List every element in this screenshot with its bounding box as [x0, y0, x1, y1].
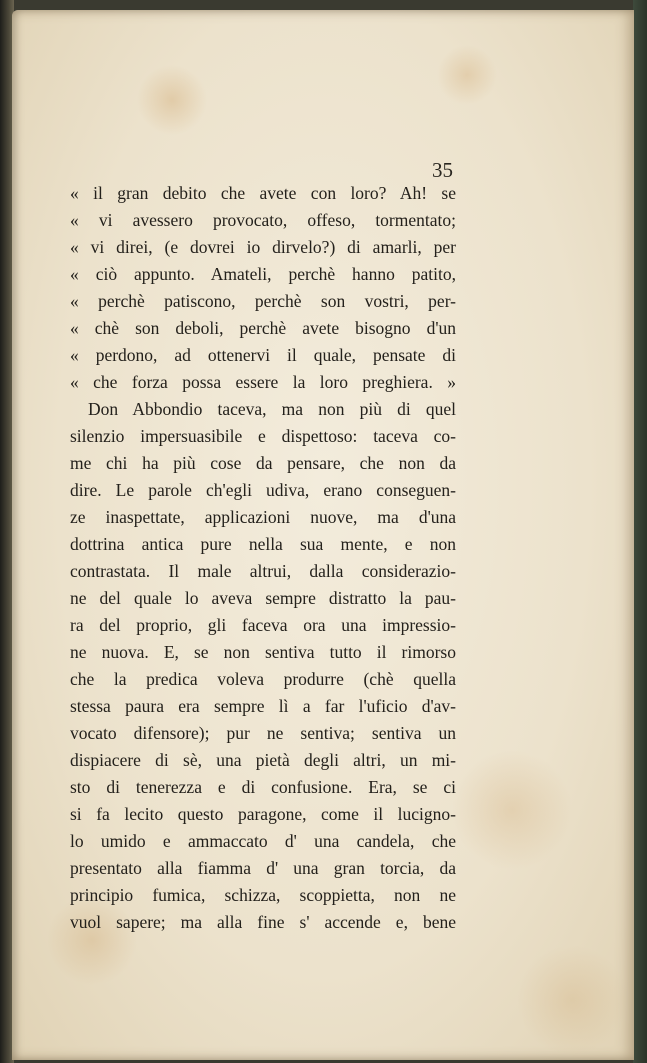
text-line: lo umido e ammaccato d' una candela, che: [70, 831, 456, 851]
text-line: dire. Le parole ch'egli udiva, erano conseguen-: [70, 480, 456, 500]
text-line: principio fumica, schizza, scoppietta, non ne: [70, 885, 456, 905]
text-line: dispiacere di sè, una pietà degli altri, un mi-: [70, 750, 456, 770]
text-line: dottrina antica pure nella sua mente, e non: [70, 534, 456, 554]
text-line: « perchè patiscono, perchè son vostri, per-: [70, 291, 456, 311]
text-line: ne nuova. E, se non sentiva tutto il rimorso: [70, 642, 456, 662]
text-line: che la predica voleva produrre (chè quella: [70, 669, 456, 689]
text-line: sto di tenerezza e di confusione. Era, se ci: [70, 777, 456, 797]
page-text: [70, 180, 456, 936]
text-line: « che forza possa essere la loro preghiera. »: [70, 372, 456, 392]
text-line: si fa lecito questo paragone, come il lucigno-: [70, 804, 456, 824]
text-line: ne del quale lo aveva sempre distratto la pau-: [70, 588, 456, 608]
text-line: presentato alla fiamma d' una gran torcia, da: [70, 858, 456, 878]
text-line: contrastata. Il male altrui, dalla considerazio-: [70, 561, 456, 581]
book-cover-edge: [633, 0, 647, 1063]
text-line: silenzio impersuasibile e dispettoso: taceva co-: [70, 426, 456, 446]
text-line: vocato difensore); pur ne sentiva; sentiva un: [70, 723, 456, 743]
text-line: « vi avessero provocato, offeso, tormentato;: [70, 210, 456, 230]
text-line: stessa paura era sempre lì a far l'uficio d'av-: [70, 696, 456, 716]
text-line: « chè son deboli, perchè avete bisogno d'un: [70, 318, 456, 338]
text-line: « il gran debito che avete con loro? Ah! se: [70, 183, 456, 203]
text-line: ra del proprio, gli faceva ora una impressio-: [70, 615, 456, 635]
text-line: « perdono, ad ottenervi il quale, pensate di: [70, 345, 456, 365]
book-page: [12, 10, 634, 1060]
text-line: vuol sapere; ma alla fine s' accende e, bene: [70, 912, 456, 932]
page-number: 35: [432, 158, 453, 182]
text-line: Don Abbondio taceva, ma non più di quel: [88, 399, 456, 419]
text-line: ze inaspettate, applicazioni nuove, ma d'una: [70, 507, 456, 527]
text-line: « vi direi, (e dovrei io dirvelo?) di amarli, per: [70, 237, 456, 257]
text-line: me chi ha più cose da pensare, che non da: [70, 453, 456, 473]
text-line: « ciò appunto. Amateli, perchè hanno patito,: [70, 264, 456, 284]
